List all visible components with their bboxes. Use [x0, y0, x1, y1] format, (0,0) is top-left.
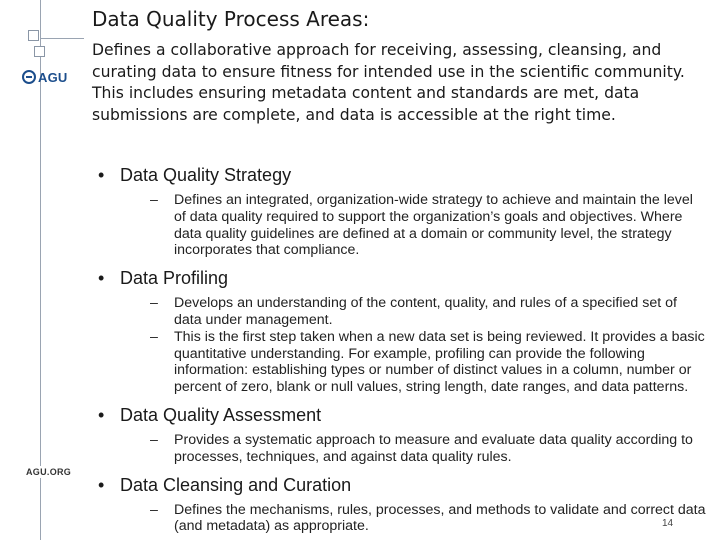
section-heading-text: Data Cleansing and Curation — [120, 474, 352, 495]
section-strategy — [92, 164, 708, 259]
bullet-icon: • — [98, 268, 105, 289]
globe-icon — [22, 70, 36, 84]
bullet-icon: • — [98, 474, 105, 495]
section-heading-text: Data Quality Assessment — [120, 404, 322, 425]
section-heading — [92, 164, 708, 186]
list-item — [150, 502, 708, 536]
slide-intro: Defines a collaborative approach for receiving, assessing, cleansing, and curating data to ensure fitness for intended use in the scientific community. This includes ensuring metadata content and standards are met, data submissions are complete, and data is accessible at the right time. — [92, 41, 685, 124]
list-item-text: Defines an integrated, organization-wide strategy to achieve and maintain the level of data quality required to support the organization’s goals and objectives. Where data quality guidelines are defined at a domain or community level, the strategy incorporates that compliance. — [174, 192, 693, 259]
rail-square-marker — [28, 30, 39, 41]
section-profiling — [92, 267, 708, 396]
section-items — [92, 192, 708, 259]
dash-icon: – — [150, 328, 158, 345]
list-item-text: Defines the mechanisms, rules, processes, and methods to validate and correct data (and metadata) as appropriate. — [174, 501, 706, 535]
section-heading-text: Data Quality Strategy — [120, 165, 292, 185]
page-number: 14 — [662, 518, 674, 529]
agu-logo — [22, 66, 70, 88]
section-items — [92, 502, 708, 536]
bullet-icon: • — [98, 404, 105, 425]
list-item-text: Develops an understanding of the content, quality, and rules of a specified set of data under management. — [174, 295, 677, 328]
section-items — [92, 295, 708, 396]
list-item — [150, 295, 708, 329]
section-heading-text: Data Profiling — [120, 268, 229, 289]
section-heading — [92, 474, 708, 496]
dash-icon: – — [150, 431, 158, 448]
bullet-list — [92, 164, 708, 543]
dash-icon: – — [150, 192, 158, 208]
list-item-text: This is the first step taken when a new data set is being reviewed. It provides a basic quantitative understanding. For example, profiling can provide the following information: establishing types or number of distinct values in a column, number or percent of zero, blank or null values, string length, date ranges, and data patterns. — [174, 328, 705, 396]
section-heading — [92, 267, 708, 289]
list-item — [150, 432, 708, 466]
section-items — [92, 432, 708, 466]
slide-title: Data Quality Process Areas: — [92, 7, 370, 31]
dash-icon: – — [150, 501, 158, 518]
section-assessment — [92, 404, 708, 466]
logo-text: AGU — [38, 69, 68, 85]
decorative-rail — [0, 0, 84, 540]
footer-site-label: AGU.ORG — [26, 467, 72, 477]
rail-horizontal-line — [40, 38, 84, 39]
list-item-text: Provides a systematic approach to measure and evaluate data quality according to processes, techniques, and against data quality rules. — [174, 431, 693, 465]
list-item — [150, 329, 708, 396]
rail-square-marker — [34, 46, 45, 57]
dash-icon: – — [150, 295, 158, 312]
list-item — [150, 192, 708, 259]
bullet-icon: • — [98, 165, 105, 185]
section-cleansing — [92, 474, 708, 536]
section-heading — [92, 404, 708, 426]
